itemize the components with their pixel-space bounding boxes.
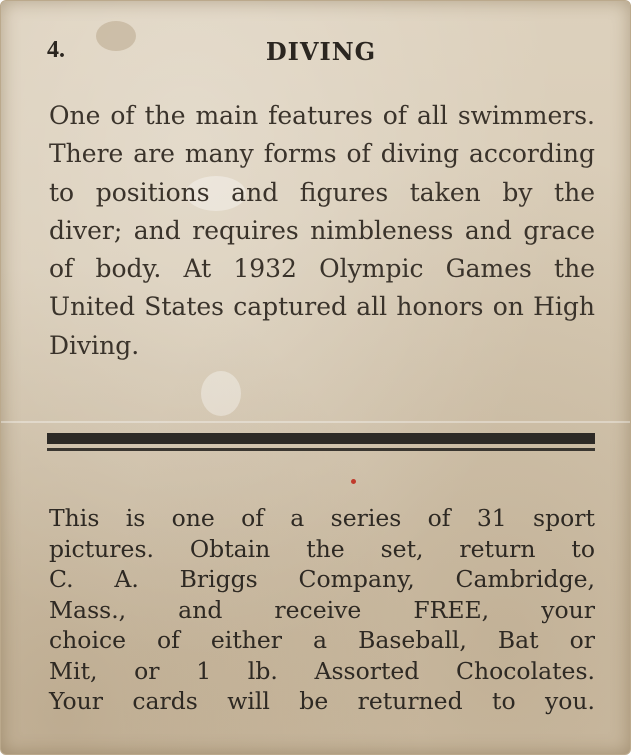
paper-stain <box>201 371 241 416</box>
promo-line: Mass., and receive FREE, your <box>49 595 595 624</box>
paper-stain <box>351 479 356 484</box>
divider-thin <box>47 448 595 451</box>
promo-line: C. A. Briggs Company, Cambridge, <box>49 565 595 593</box>
card-title: DIVING <box>265 37 377 66</box>
promo-line: Your cards will be returned to you. <box>49 687 595 715</box>
card-number: 4. <box>47 37 65 63</box>
promo-line: Mit, or 1 lb. Assorted Chocolates. <box>49 656 595 685</box>
promo-text <box>49 503 595 717</box>
divider-thick <box>47 433 595 444</box>
paper-crease <box>1 421 630 423</box>
card-header <box>47 37 595 71</box>
promo-line: This is one of a series of 31 sport <box>49 504 595 532</box>
promo-line: choice of either a Baseball, Bat or <box>49 626 595 654</box>
promo-line: pictures. Obtain the set, return to <box>49 534 595 563</box>
card-description: One of the main features of all swimmers. There are many forms of diving according to positions and figures taken by the diver; and requires nimbleness and grace of body. At 1932 Olympic Games the United States captured all honors on High Diving. <box>49 101 595 360</box>
